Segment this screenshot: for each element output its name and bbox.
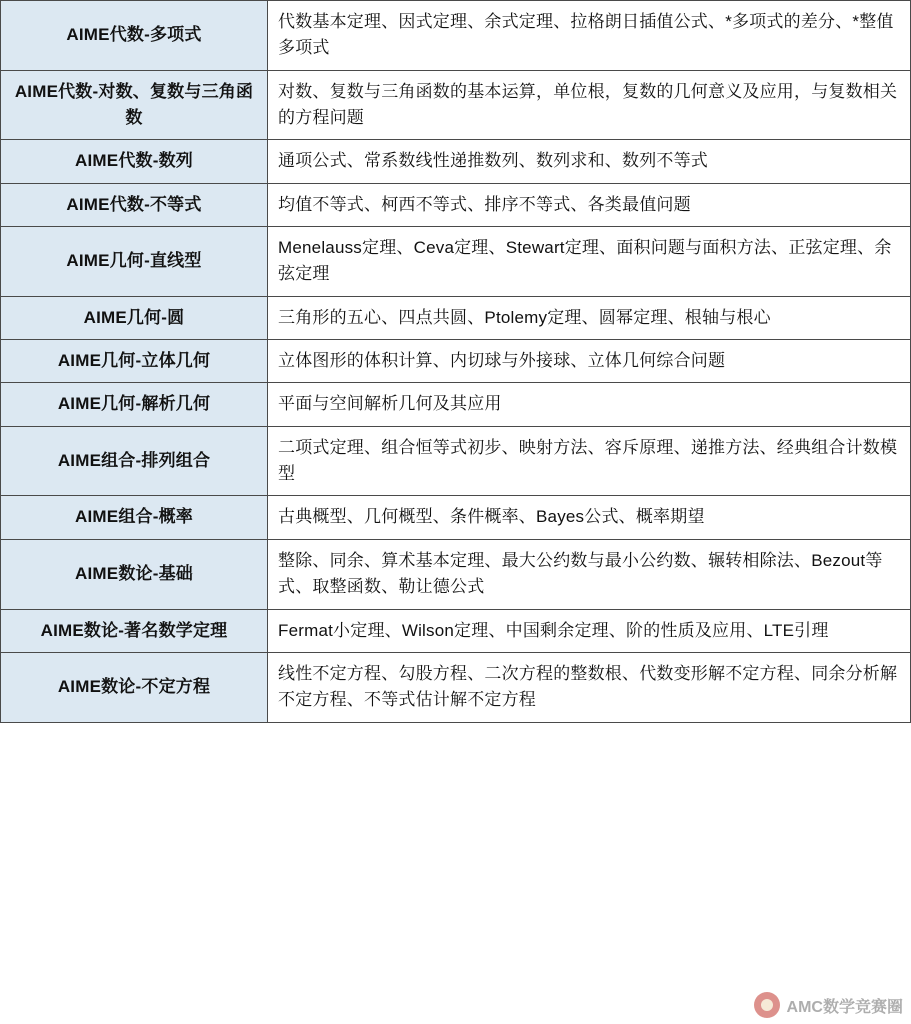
content-cell: 均值不等式、柯西不等式、排序不等式、各类最值问题 <box>268 183 911 226</box>
content-cell: 整除、同余、算术基本定理、最大公约数与最小公约数、辗转相除法、Bezout等式、取整函数、勒让德公式 <box>268 539 911 609</box>
watermark-label: AMC数学竞赛圈 <box>786 998 903 1016</box>
content-cell: 通项公式、常系数线性递推数列、数列求和、数列不等式 <box>268 140 911 183</box>
syllabus-table-body <box>1 1 911 723</box>
topic-cell: AIME代数-多项式 <box>1 1 268 71</box>
circle-logo-icon <box>754 992 780 1018</box>
content-cell: Fermat小定理、Wilson定理、中国剩余定理、阶的性质及应用、LTE引理 <box>268 609 911 652</box>
topic-cell: AIME几何-立体几何 <box>1 340 268 383</box>
content-cell: 二项式定理、组合恒等式初步、映射方法、容斥原理、递推方法、经典组合计数模型 <box>268 426 911 496</box>
watermark <box>754 992 903 1018</box>
content-cell: 古典概型、几何概型、条件概率、Bayes公式、概率期望 <box>268 496 911 539</box>
table-row <box>1 1 911 71</box>
table-row <box>1 140 911 183</box>
table-row <box>1 539 911 609</box>
table-row <box>1 183 911 226</box>
content-cell: 立体图形的体积计算、内切球与外接球、立体几何综合问题 <box>268 340 911 383</box>
table-row <box>1 496 911 539</box>
topic-cell: AIME几何-直线型 <box>1 227 268 297</box>
content-cell: 平面与空间解析几何及其应用 <box>268 383 911 426</box>
table-row <box>1 652 911 722</box>
topic-cell: AIME几何-圆 <box>1 296 268 339</box>
topic-cell: AIME代数-对数、复数与三角函数 <box>1 70 268 140</box>
topic-cell: AIME代数-数列 <box>1 140 268 183</box>
topic-cell: AIME几何-解析几何 <box>1 383 268 426</box>
table-row <box>1 383 911 426</box>
topic-cell: AIME代数-不等式 <box>1 183 268 226</box>
topic-cell: AIME数论-基础 <box>1 539 268 609</box>
topic-cell: AIME组合-概率 <box>1 496 268 539</box>
content-cell: 线性不定方程、勾股方程、二次方程的整数根、代数变形解不定方程、同余分析解不定方程、不等式估计解不定方程 <box>268 652 911 722</box>
table-row <box>1 340 911 383</box>
content-cell: 三角形的五心、四点共圆、Ptolemy定理、圆幂定理、根轴与根心 <box>268 296 911 339</box>
content-cell: 代数基本定理、因式定理、余式定理、拉格朗日插值公式、*多项式的差分、*整值多项式 <box>268 1 911 71</box>
topic-cell: AIME数论-不定方程 <box>1 652 268 722</box>
content-cell: 对数、复数与三角函数的基本运算，单位根，复数的几何意义及应用，与复数相关的方程问题 <box>268 70 911 140</box>
table-row <box>1 296 911 339</box>
content-cell: Menelauss定理、Ceva定理、Stewart定理、面积问题与面积方法、正弦定理、余弦定理 <box>268 227 911 297</box>
table-row <box>1 70 911 140</box>
table-row <box>1 609 911 652</box>
table-row <box>1 426 911 496</box>
topic-cell: AIME数论-著名数学定理 <box>1 609 268 652</box>
table-row <box>1 227 911 297</box>
topic-cell: AIME组合-排列组合 <box>1 426 268 496</box>
